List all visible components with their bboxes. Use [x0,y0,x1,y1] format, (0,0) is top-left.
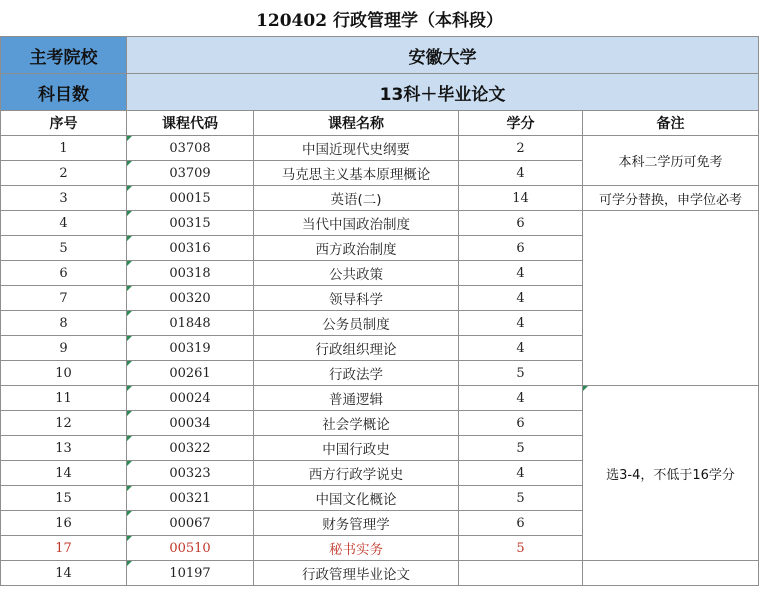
row-no: 7 [1,286,127,311]
row-no: 11 [1,386,127,411]
row-no: 16 [1,511,127,536]
row-name: 中国近现代史纲要 [254,136,459,161]
subjects-label: 科目数 [1,74,127,111]
row-code: 00024 [127,386,254,411]
header-row [1,111,759,136]
note-exempt: 本科二学历可免考 [583,136,759,186]
row-name: 马克思主义基本原理概论 [254,161,459,186]
row-credit: 4 [459,461,583,486]
row-name: 西方行政学说史 [254,461,459,486]
row-name: 行政法学 [254,361,459,386]
row-no: 8 [1,311,127,336]
school-label: 主考院校 [1,37,127,74]
row-code: 00316 [127,236,254,261]
table-row [1,136,759,161]
row-credit: 6 [459,511,583,536]
row-name: 西方政治制度 [254,236,459,261]
row-code: 00322 [127,436,254,461]
row-no: 4 [1,211,127,236]
row-credit: 4 [459,336,583,361]
row-name: 当代中国政治制度 [254,211,459,236]
header-no: 序号 [1,111,127,136]
note-replace: 可学分替换，申学位必考 [583,186,759,211]
header-name: 课程名称 [254,111,459,136]
row-code: 01848 [127,311,254,336]
row-credit: 4 [459,311,583,336]
row-name: 秘书实务 [254,536,459,561]
row-code: 00323 [127,461,254,486]
table-row [1,211,759,236]
row-credit: 5 [459,361,583,386]
row-credit: 5 [459,486,583,511]
table-row [1,186,759,211]
row-name: 公务员制度 [254,311,459,336]
header-note: 备注 [583,111,759,136]
row-no: 15 [1,486,127,511]
row-credit: 4 [459,161,583,186]
header-credit: 学分 [459,111,583,136]
row-code: 00321 [127,486,254,511]
row-no: 10 [1,361,127,386]
row-code: 00015 [127,186,254,211]
row-credit: 4 [459,386,583,411]
row-code: 00320 [127,286,254,311]
row-code: 03708 [127,136,254,161]
row-code: 00261 [127,361,254,386]
note-empty [583,211,759,386]
title-row [1,0,759,37]
note-elective: 选3-4，不低于16学分 [583,386,759,561]
subjects-row [1,74,759,111]
row-name: 普通逻辑 [254,386,459,411]
subjects-value: 13科＋毕业论文 [127,74,759,111]
row-code: 00067 [127,511,254,536]
row-no: 5 [1,236,127,261]
row-code: 03709 [127,161,254,186]
row-name: 社会学概论 [254,411,459,436]
row-code: 00034 [127,411,254,436]
row-name: 中国文化概论 [254,486,459,511]
row-no: 14 [1,461,127,486]
row-no: 17 [1,536,127,561]
row-no: 6 [1,261,127,286]
row-credit: 4 [459,261,583,286]
row-no: 12 [1,411,127,436]
row-code: 00510 [127,536,254,561]
row-no: 13 [1,436,127,461]
row-no: 9 [1,336,127,361]
row-code: 00318 [127,261,254,286]
row-name: 中国行政史 [254,436,459,461]
table-title: 120402 行政管理学（本科段） [1,0,759,37]
row-no: 3 [1,186,127,211]
row-name: 公共政策 [254,261,459,286]
row-name: 行政管理毕业论文 [254,561,459,586]
row-no: 14 [1,561,127,586]
table-row [1,561,759,586]
row-no: 1 [1,136,127,161]
row-credit: 5 [459,436,583,461]
row-name: 领导科学 [254,286,459,311]
row-credit: 6 [459,236,583,261]
row-credit [459,561,583,586]
school-value: 安徽大学 [127,37,759,74]
row-credit: 14 [459,186,583,211]
row-code: 10197 [127,561,254,586]
row-credit: 5 [459,536,583,561]
row-name: 英语(二) [254,186,459,211]
row-credit: 6 [459,211,583,236]
row-name: 行政组织理论 [254,336,459,361]
table-row [1,386,759,411]
row-name: 财务管理学 [254,511,459,536]
school-row [1,37,759,74]
note-blank [583,561,759,586]
row-credit: 6 [459,411,583,436]
header-code: 课程代码 [127,111,254,136]
row-credit: 2 [459,136,583,161]
row-code: 00319 [127,336,254,361]
row-code: 00315 [127,211,254,236]
row-no: 2 [1,161,127,186]
row-credit: 4 [459,286,583,311]
